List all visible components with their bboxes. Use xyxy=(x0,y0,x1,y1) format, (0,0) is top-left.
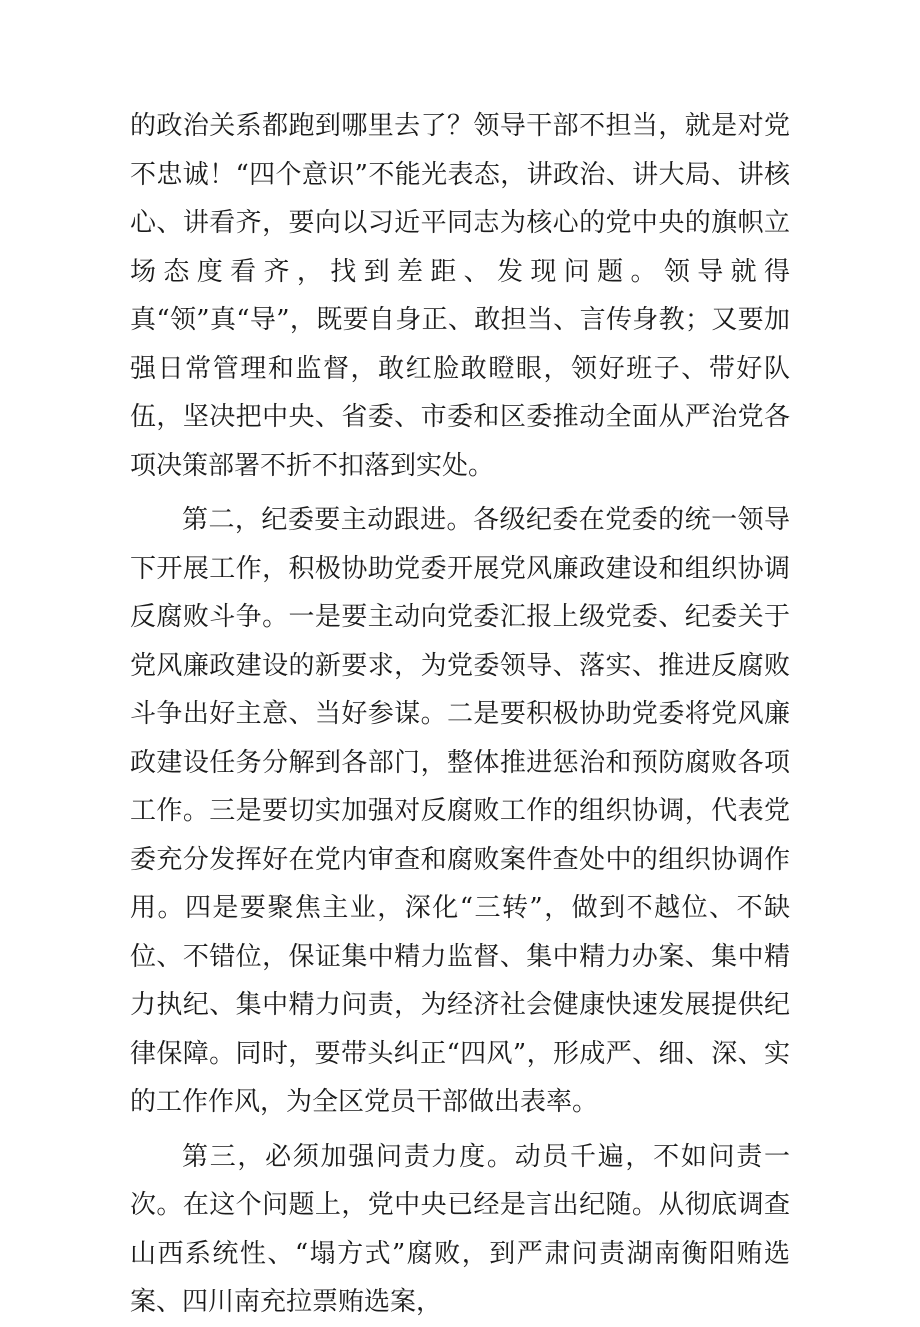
paragraph-third-point: 第三，必须加强问责力度。动员千遍，不如问责一次。在这个问题上，党中央已经是言出纪随。从彻底调查山西系统性、“塌方式”腐败，到严肃问责湖南衡阳贿选案、四川南充拉票贿选案， xyxy=(130,1141,790,1317)
paragraph-continued: 的政治关系都跑到哪里去了？领导干部不担当，就是对党不忠诚！“四个意识”不能光表态，讲政治、讲大局、讲核心、讲看齐，要向以习近平同志为核心的党中央的旗帜立场态度看齐，找到差距、发现问题。领导就得真“领”真“导”，既要自身正、敢担当、言传身教；又要加强日常管理和监督，敢红脸敢瞪眼，领好班子、带好队伍，坚决把中央、省委、市委和区委推动全面从严治党各项决策部署不折不扣落到实处。 xyxy=(130,111,790,481)
paragraph-second-point: 第二，纪委要主动跟进。各级纪委在党委的统一领导下开展工作，积极协助党委开展党风廉政建设和组织协调反腐败斗争。一是要主动向党委汇报上级党委、纪委关于党风廉政建设的新要求，为党委领导、落实、推进反腐败斗争出好主意、当好参谋。二是要积极协助党委将党风廉政建设任务分解到各部门，整体推进惩治和预防腐败各项工作。三是要切实加强对反腐败工作的组织协调，代表党委充分发挥好在党内审查和腐败案件查处中的组织协调作用。四是要聚焦主业，深化“三转”，做到不越位、不缺位、不错位，保证集中精力监督、集中精力办案、集中精力执纪、集中精力问责，为经济社会健康快速发展提供纪律保障。同时，要带头纠正“四风”，形成严、细、深、实的工作作风，为全区党员干部做出表率。 xyxy=(130,505,790,1117)
document-body xyxy=(130,102,790,1327)
